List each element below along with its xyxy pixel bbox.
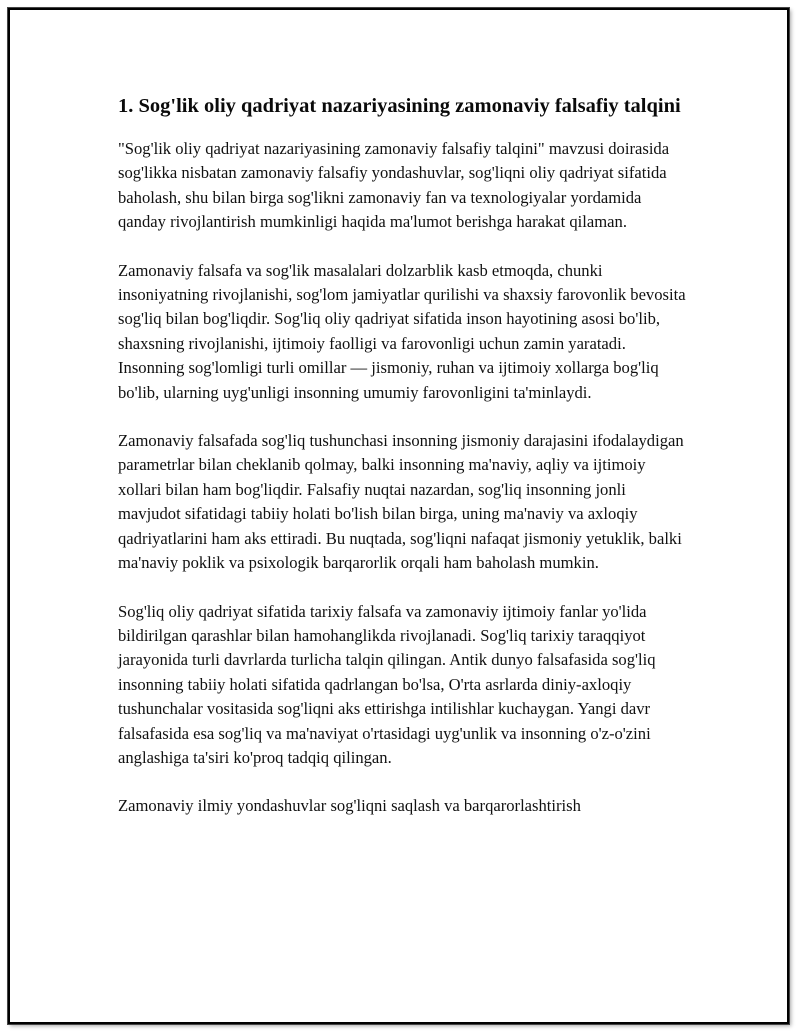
- paragraph-intro: "Sog'lik oliy qadriyat nazariyasining zamonaviy falsafiy talqini" mavzusi doirasida sog'likka nisbatan zamonaviy falsafiy yondashuvlar, sog'liqni oliy qadriyat sifatida baholash, shu bilan birga sog'likni zamonaviy fan va texnologiyalar yordamida qanday rivojlantirish mumkinligi haqida ma'lumot berishga harakat qilaman.: [118, 139, 670, 232]
- section-heading: 1. Sog'lik oliy qadriyat nazariyasining zamonaviy falsafiy talqini: [118, 95, 681, 117]
- paragraph-historical-view: Sog'liq oliy qadriyat sifatida tarixiy falsafa va zamonaviy ijtimoiy fanlar yo'lida bildirilgan qarashlar bilan hamohanglikda rivojlanadi. Sog'liq tarixiy taraqqiyot jarayonida turli davrlarda turlicha talqin qilingan. Antik dunyo falsafasida sog'liq insonning tabiiy holati sifatida qadrlangan bo'lsa, O'rta asrlarda diniy-axloqiy tushunchalar vositasida sog'liqni aks ettirishga intilishlar kuchaygan. Yangi davr falsafasida esa sog'liq va ma'naviyat o'rtasidagi uyg'unlik va insonning o'z-o'zini anglashiga ta'siri ko'proq tadqiq qilingan.: [118, 601, 656, 767]
- document-content: [118, 93, 688, 843]
- paragraph-scientific-approaches: Zamonaviy ilmiy yondashuvlar sog'liqni saqlash va barqarorlashtirish: [118, 796, 581, 816]
- paragraph-modern-philosophy: Zamonaviy falsafa va sog'lik masalalari dolzarblik kasb etmoqda, chunki insoniyatning rivojlanishi, sog'lom jamiyatlar qurilishi va shaxsiy farovonlik bevosita sog'liq bilan bog'liqdir. Sog'liq oliy qadriyat sifatida inson hayotining asosi bo'lib, shaxsning rivojlanishi, ijtimoiy faolligi va farovonligi uchun zamin yaratadi. Insonning sog'lomligi turli omillar — jismoniy, ruhan va ijtimoiy xollarga bog'liq bo'lib, ularning uyg'unligi insonning umumiy farovonligini ta'minlaydi.: [118, 260, 686, 402]
- paragraph-health-concept: Zamonaviy falsafada sog'liq tushunchasi insonning jismoniy darajasini ifodalaydigan parametrlar bilan cheklanib qolmay, balki insonning ma'naviy, aqliy va ijtimoiy xollari bilan ham bog'liqdir. Falsafiy nuqtai nazardan, sog'liq insonning jonli mavjudot sifatidagi tabiiy holati bo'lish bilan birga, uning ma'naviy va axloqiy qadriyatlarini ham aks ettiradi. Bu nuqtada, sog'liqni nafaqat jismoniy yetuklik, balki ma'naviy poklik va psixologik barqarorlik orqali ham baholash mumkin.: [118, 431, 684, 573]
